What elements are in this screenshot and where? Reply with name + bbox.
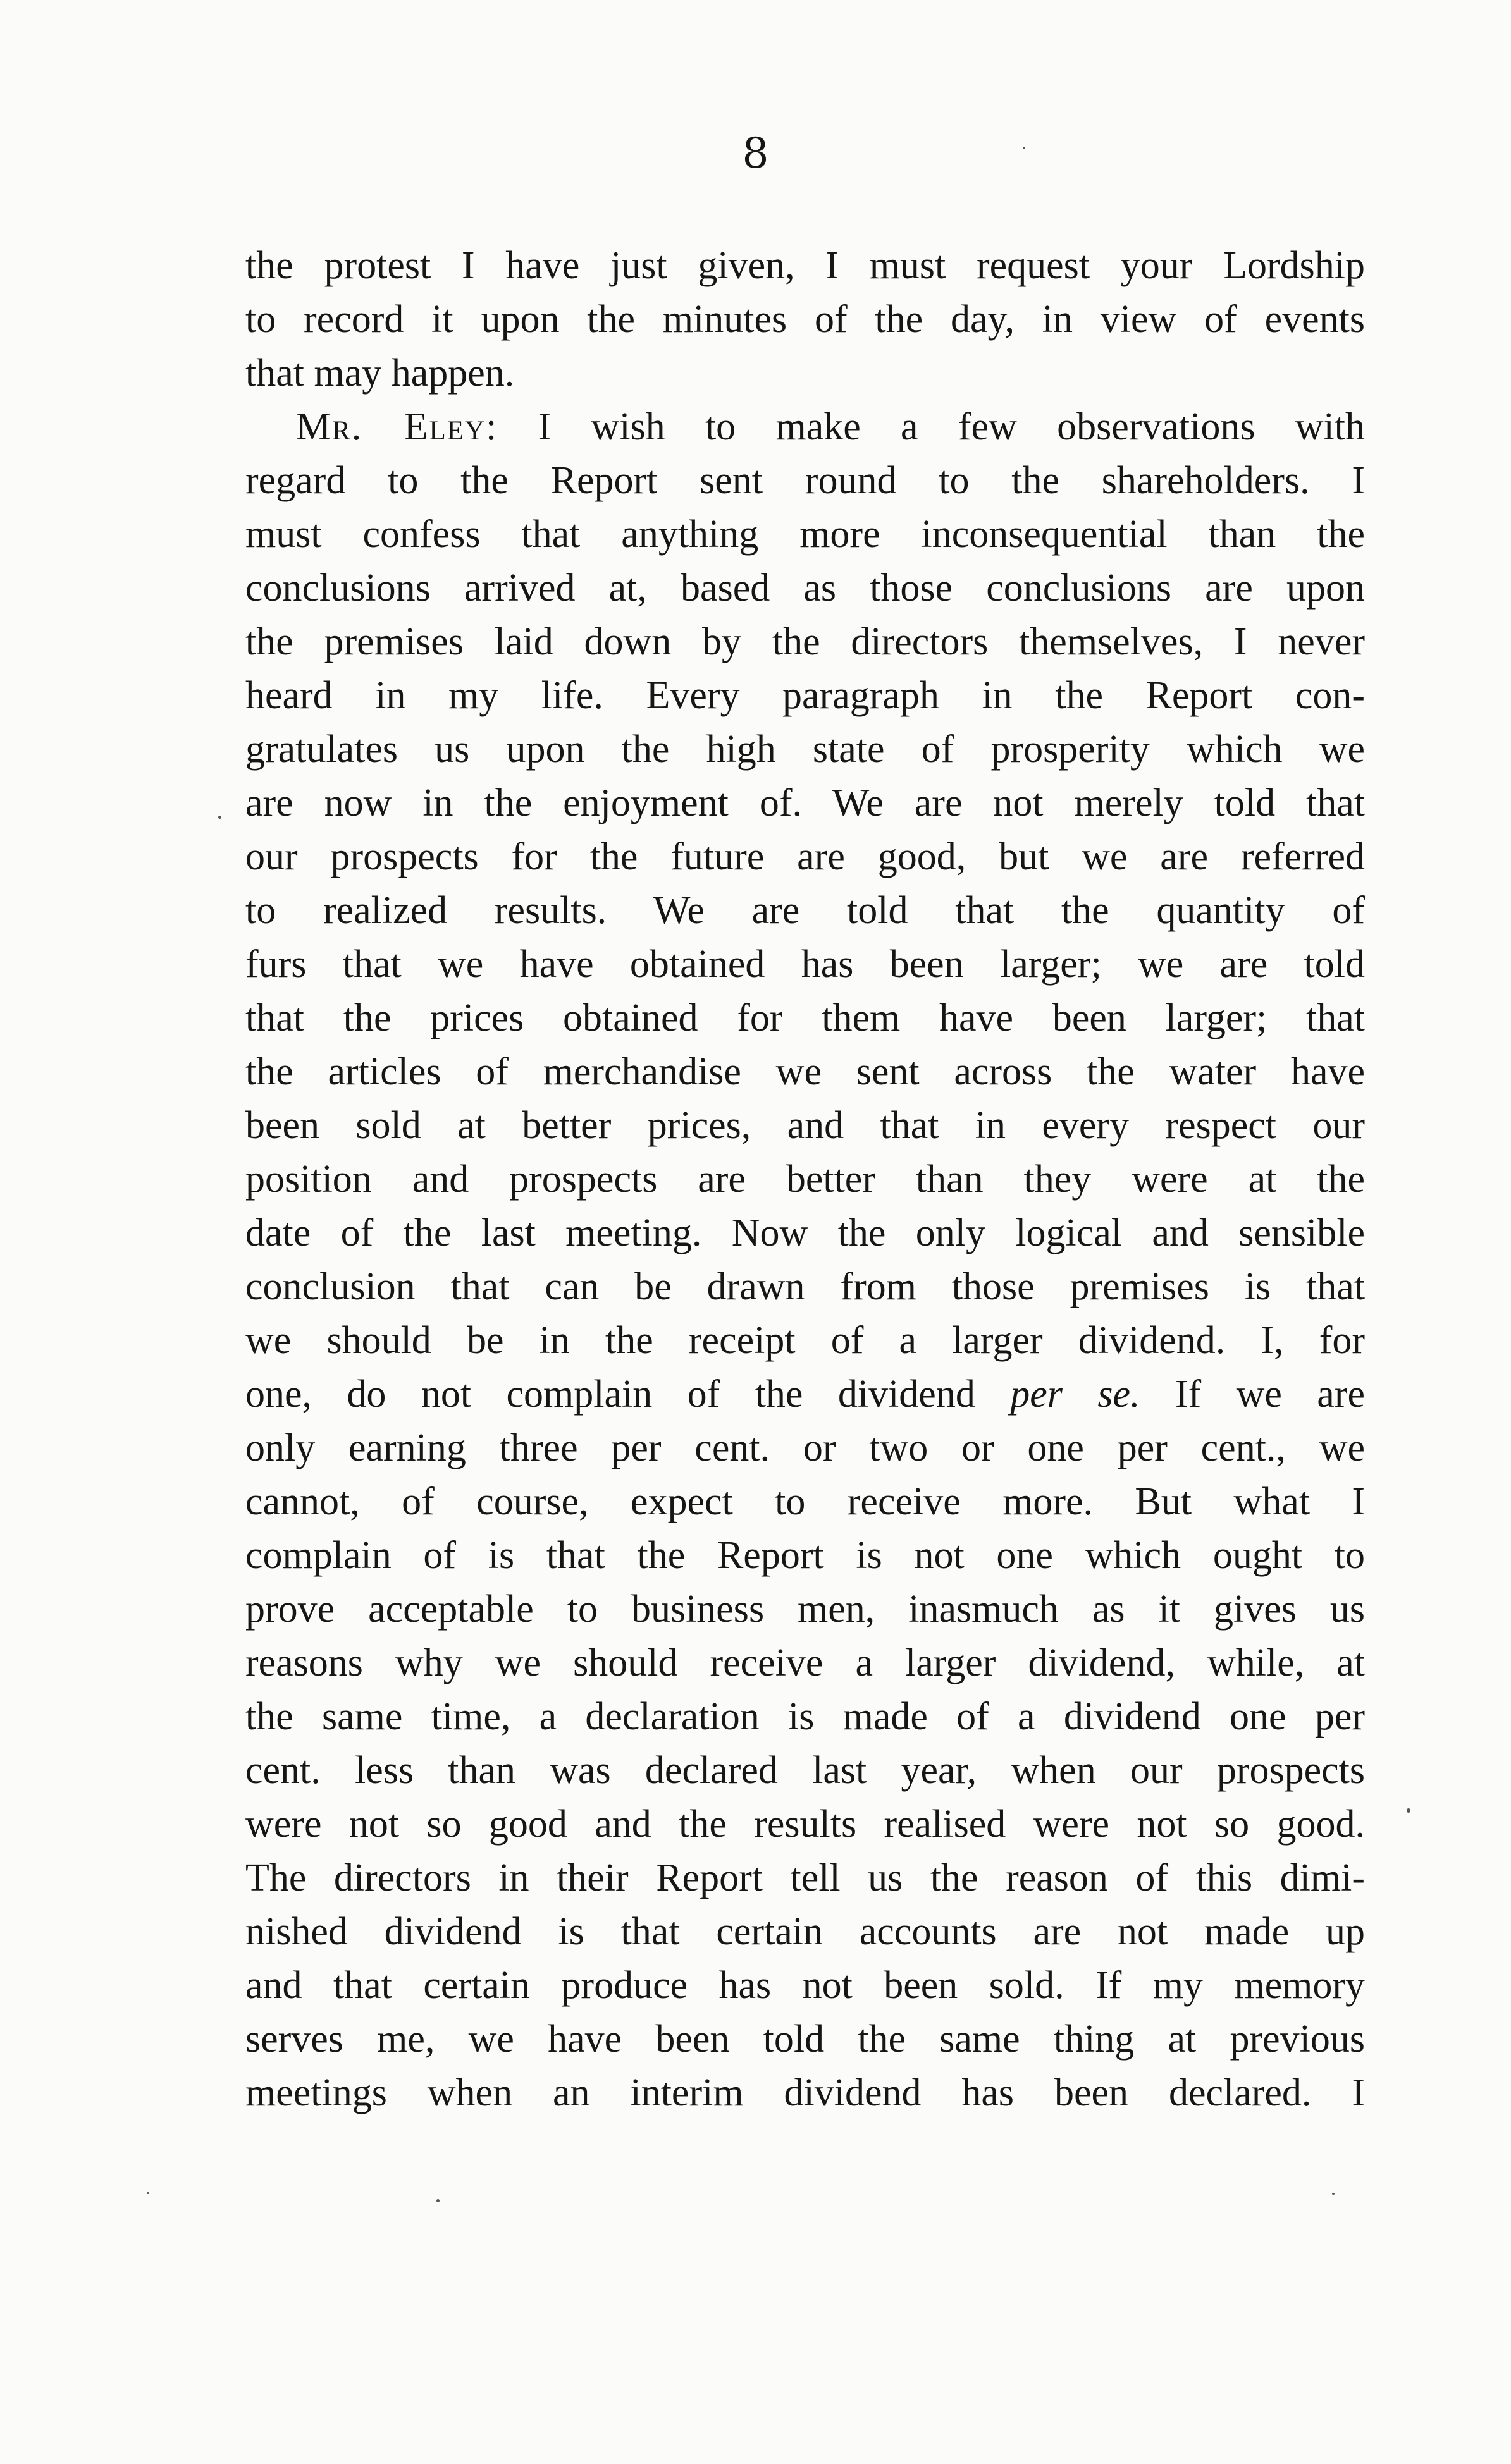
text-line: only earning three per cent. or two or one per cent., we [245, 1426, 1365, 1469]
text-line: gratulates us upon the high state of prosperity which we [245, 728, 1365, 771]
print-speck [147, 2192, 149, 2194]
text-line: the premises laid down by the directors themselves, I never [245, 620, 1365, 663]
line-text: If we are [1140, 1373, 1365, 1416]
text-line: must confess that anything more inconsequential than the [245, 513, 1365, 556]
text-line: conclusion that can be drawn from those premises is that [245, 1265, 1365, 1308]
text-line: meetings when an interim dividend has been declared. I [245, 2071, 1365, 2114]
text-line: the protest I have just given, I must request your Lordship [245, 244, 1365, 287]
text-line: our prospects for the future are good, but we are referred [245, 835, 1365, 878]
text-line: cent. less than was declared last year, when our prospects [245, 1749, 1365, 1792]
text-line: reasons why we should receive a larger dividend, while, at [245, 1641, 1365, 1684]
text-line: serves me, we have been told the same thing at previous [245, 2018, 1365, 2061]
text-line: conclusions arrived at, based as those conclusions are upon [245, 567, 1365, 610]
text-line: regard to the Report sent round to the shareholders. I [245, 459, 1365, 502]
text-line: heard in my life. Every paragraph in the Report con- [245, 674, 1365, 717]
print-speck [1332, 2193, 1335, 2195]
print-speck [218, 816, 221, 819]
text-line [245, 400, 1365, 454]
text-line: and that certain produce has not been sold. If my memory [245, 1964, 1365, 2007]
text-line: complain of is that the Report is not one which ought to [245, 1534, 1365, 1577]
text-line: were not so good and the results realised were not so good. [245, 1803, 1365, 1846]
text-line: that the prices obtained for them have been larger; that [245, 996, 1365, 1039]
text-line: we should be in the receipt of a larger dividend. I, for [245, 1319, 1365, 1362]
line-text: one, do not complain of the dividend [245, 1373, 1011, 1416]
speaker-name: Mr. Eley: [296, 405, 498, 448]
text-line [245, 1368, 1365, 1421]
italic-phrase: per se. [1010, 1373, 1140, 1416]
text-line: prove acceptable to business men, inasmuch as it gives us [245, 1588, 1365, 1631]
text-line: to record it upon the minutes of the day, in view of events [245, 298, 1365, 341]
text-line: nished dividend is that certain accounts are not made up [245, 1910, 1365, 1953]
text-line: cannot, of course, expect to receive more. But what I [245, 1480, 1365, 1523]
text-line: date of the last meeting. Now the only logical and sensible [245, 1211, 1365, 1254]
text-line: been sold at better prices, and that in every respect our [245, 1104, 1365, 1147]
page-number: 8 [742, 129, 769, 178]
print-speck [1407, 1808, 1410, 1813]
print-speck [436, 2199, 440, 2202]
text-line: that may happen. [245, 352, 515, 395]
text-line: The directors in their Report tell us the reason of this dimi- [245, 1856, 1365, 1899]
text-line: furs that we have obtained has been larger; we are told [245, 943, 1365, 986]
body-text [245, 239, 1365, 2120]
line-text: I wish to make a few observations with [498, 405, 1365, 448]
text-line: are now in the enjoyment of. We are not merely told that [245, 781, 1365, 824]
text-line: the articles of merchandise we sent across the water have [245, 1050, 1365, 1093]
text-line: position and prospects are better than they were at the [245, 1158, 1365, 1201]
print-speck [1023, 147, 1025, 149]
text-line: the same time, a declaration is made of a dividend one per [245, 1695, 1365, 1738]
text-line: to realized results. We are told that the quantity of [245, 889, 1365, 932]
